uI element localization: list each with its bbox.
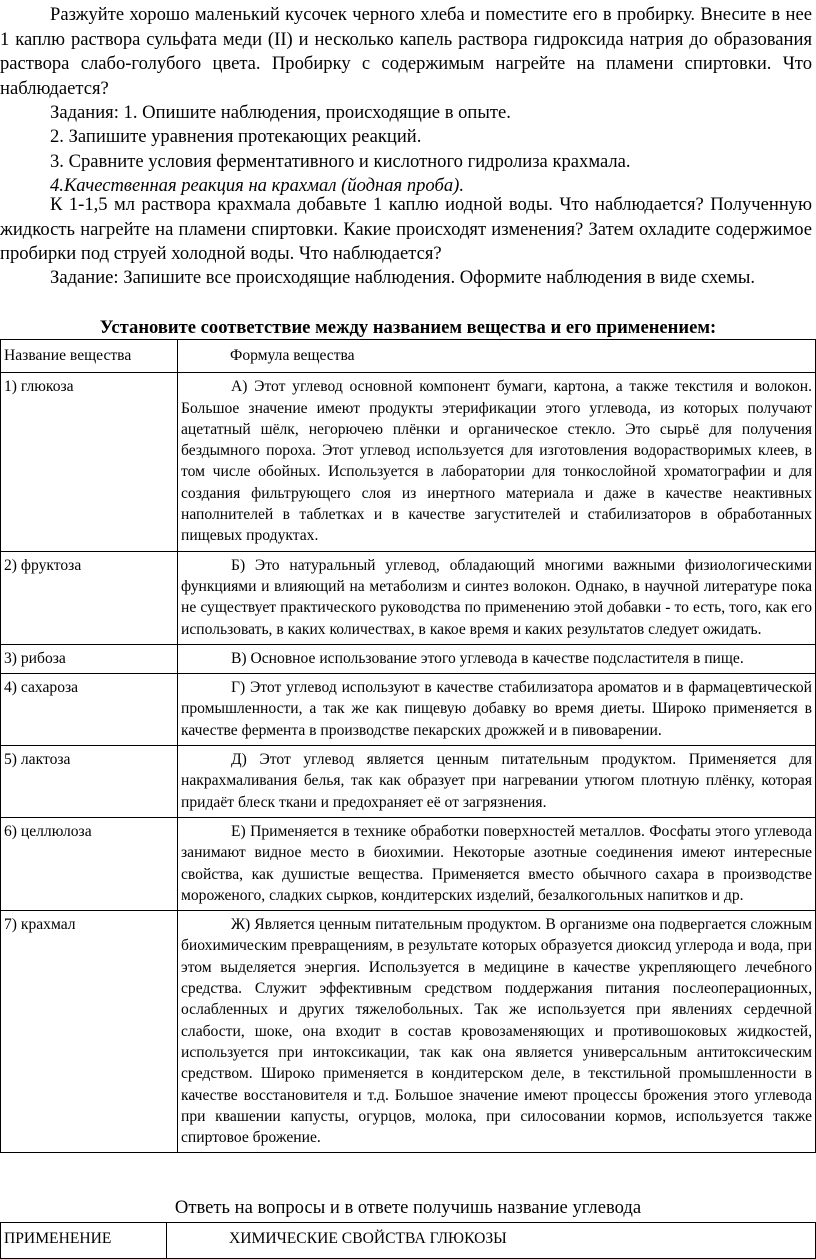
substance-description: В) Основное использование этого углевода в качестве подсластителя в пище. <box>178 644 816 673</box>
table-row <box>1 551 816 644</box>
substance-name: 4) сахароза <box>1 674 178 746</box>
substance-name: 7) крахмал <box>1 911 178 1153</box>
table-row <box>1 817 816 910</box>
table-title: Установите соответствие между названием вещества и его применением: <box>99 317 717 338</box>
footer-instruction: Ответь на вопросы и в ответе получишь название углевода <box>174 1197 642 1218</box>
table-header-row <box>1 340 816 373</box>
table-row <box>1 911 816 1153</box>
header-substance-formula: Формула вещества <box>178 340 816 373</box>
intro-paragraph-2: К 1-1,5 мл раствора крахмала добавьте 1 каплю иодной воды. Что наблюдается? Полученную жидкость нагрейте на пламени спиртовки. Какие происходят изменения? Затем охладите содержимое пробирки под струей холодной воды. Что наблюдается? <box>0 194 812 264</box>
table-row <box>1 674 816 746</box>
intro-paragraph-3: Задание: Запишите все происходящие наблюдения. Оформите наблюдения в виде схемы. <box>50 267 756 288</box>
task-3: 3. Сравните условия ферментативного и кислотного гидролиза крахмала. <box>50 151 631 172</box>
substance-description: Е) Применяется в технике обработки поверхностей металлов. Фосфаты этого углевода занимают видное место в биохимии. Некоторые азотные соединения имеют интересные свойства, как душистые вещества. Применяется вместо обычного сахара в производстве мороженого, сладких сырков, кондитерских изделий, безалкогольных напитков и др. <box>178 817 816 910</box>
substance-description: А) Этот углевод основной компонент бумаги, картона, а также текстиля и волокон. Большое значение имеют продукты этерификации этого углевода, из которых получают ацетатный шёлк, негорючею плёнки и органическое стекло. Это сырьё для получения бездымного пороха. Этот углевод используется для изготовления водорастворимых клеев, в том числе обойных. Используется в лаборатории для тонкослойной хроматографии и для создания фильтрующего слоя из инертного материала и даже в качестве неактивных наполнителей в таблетках и в качестве загустителей и стабилизаторов в обработанных пищевых продуктах. <box>178 373 816 551</box>
table-row <box>1 373 816 551</box>
substance-name: 2) фруктоза <box>1 551 178 644</box>
table-row <box>1 644 816 673</box>
answer-table <box>0 1222 816 1259</box>
section-subtitle: 4.Качественная реакция на крахмал (йодная проба). <box>50 175 464 196</box>
answer-header-row <box>1 1223 816 1259</box>
header-glucose-properties: ХИМИЧЕСКИЕ СВОЙСТВА ГЛЮКОЗЫ <box>167 1223 816 1259</box>
matching-table <box>0 339 816 1153</box>
substance-description: Б) Это натуральный углевод, обладающий многими важными физиологическими функциями и влияющий на метаболизм и синтез волокон. Однако, в научной литературе пока не существует практического руководства по применению этой добавки - то есть, того, как его использовать, в каких количествах, в какое время и каких результатов следует ожидать. <box>178 551 816 644</box>
substance-description: Д) Этот углевод является ценным питательным продуктом. Применяется для накрахмаливания белья, так как образует при нагревании утюгом плотную плёнку, которая придаёт блеск ткани и предохраняет её от загрязнения. <box>178 746 816 818</box>
task-1: Задания: 1. Опишите наблюдения, происходящие в опыте. <box>50 102 511 123</box>
substance-description: Г) Этот углевод используют в качестве стабилизатора ароматов и в фармацевтической промышленности, а так же как пищевую добавку во время диеты. Широко применяется в качестве фермента в производстве пекарских дрожжей и в пивоварении. <box>178 674 816 746</box>
intro-paragraph-1: Разжуйте хорошо маленький кусочек черного хлеба и поместите его в пробирку. Внесите в нее 1 каплю раствора сульфата меди (II) и несколько капель раствора гидроксида натрия до образования раствора слабо-голубого цвета. Пробирку с содержимым нагрейте на пламени спиртовки. Что наблюдается? <box>0 4 812 99</box>
substance-name: 3) рибоза <box>1 644 178 673</box>
substance-name: 5) лактоза <box>1 746 178 818</box>
substance-name: 6) целлюлоза <box>1 817 178 910</box>
task-2: 2. Запишите уравнения протекающих реакций. <box>50 126 422 147</box>
header-application: ПРИМЕНЕНИЕ <box>1 1223 167 1259</box>
substance-name: 1) глюкоза <box>1 373 178 551</box>
substance-description: Ж) Является ценным питательным продуктом. В организме она подвергается сложным биохимическим превращениям, в результате которых образуется диоксид углерода и вода, при этом выделяется энергия. Используется в медицине в качестве укрепляющего лечебного средства. Служит эффективным средством поддержания питания послеоперационных, ослабленных и других тяжелобольных. Так же используется при явлениях сердечной слабости, шоке, она входит в состав кровозаменяющих и противошоковых жидкостей, используется при интоксикации, так как она является универсальным антитоксическим средством. Широко применяется в кондитерском деле, в текстильной промышленности в качестве восстановителя и т.д. Большое значение имеют процессы брожения этого углевода при квашении капусты, огурцов, молока, при силосовании кормов, используется также спиртовое брожение. <box>178 911 816 1153</box>
header-substance-name: Название вещества <box>1 340 178 373</box>
table-row <box>1 746 816 818</box>
